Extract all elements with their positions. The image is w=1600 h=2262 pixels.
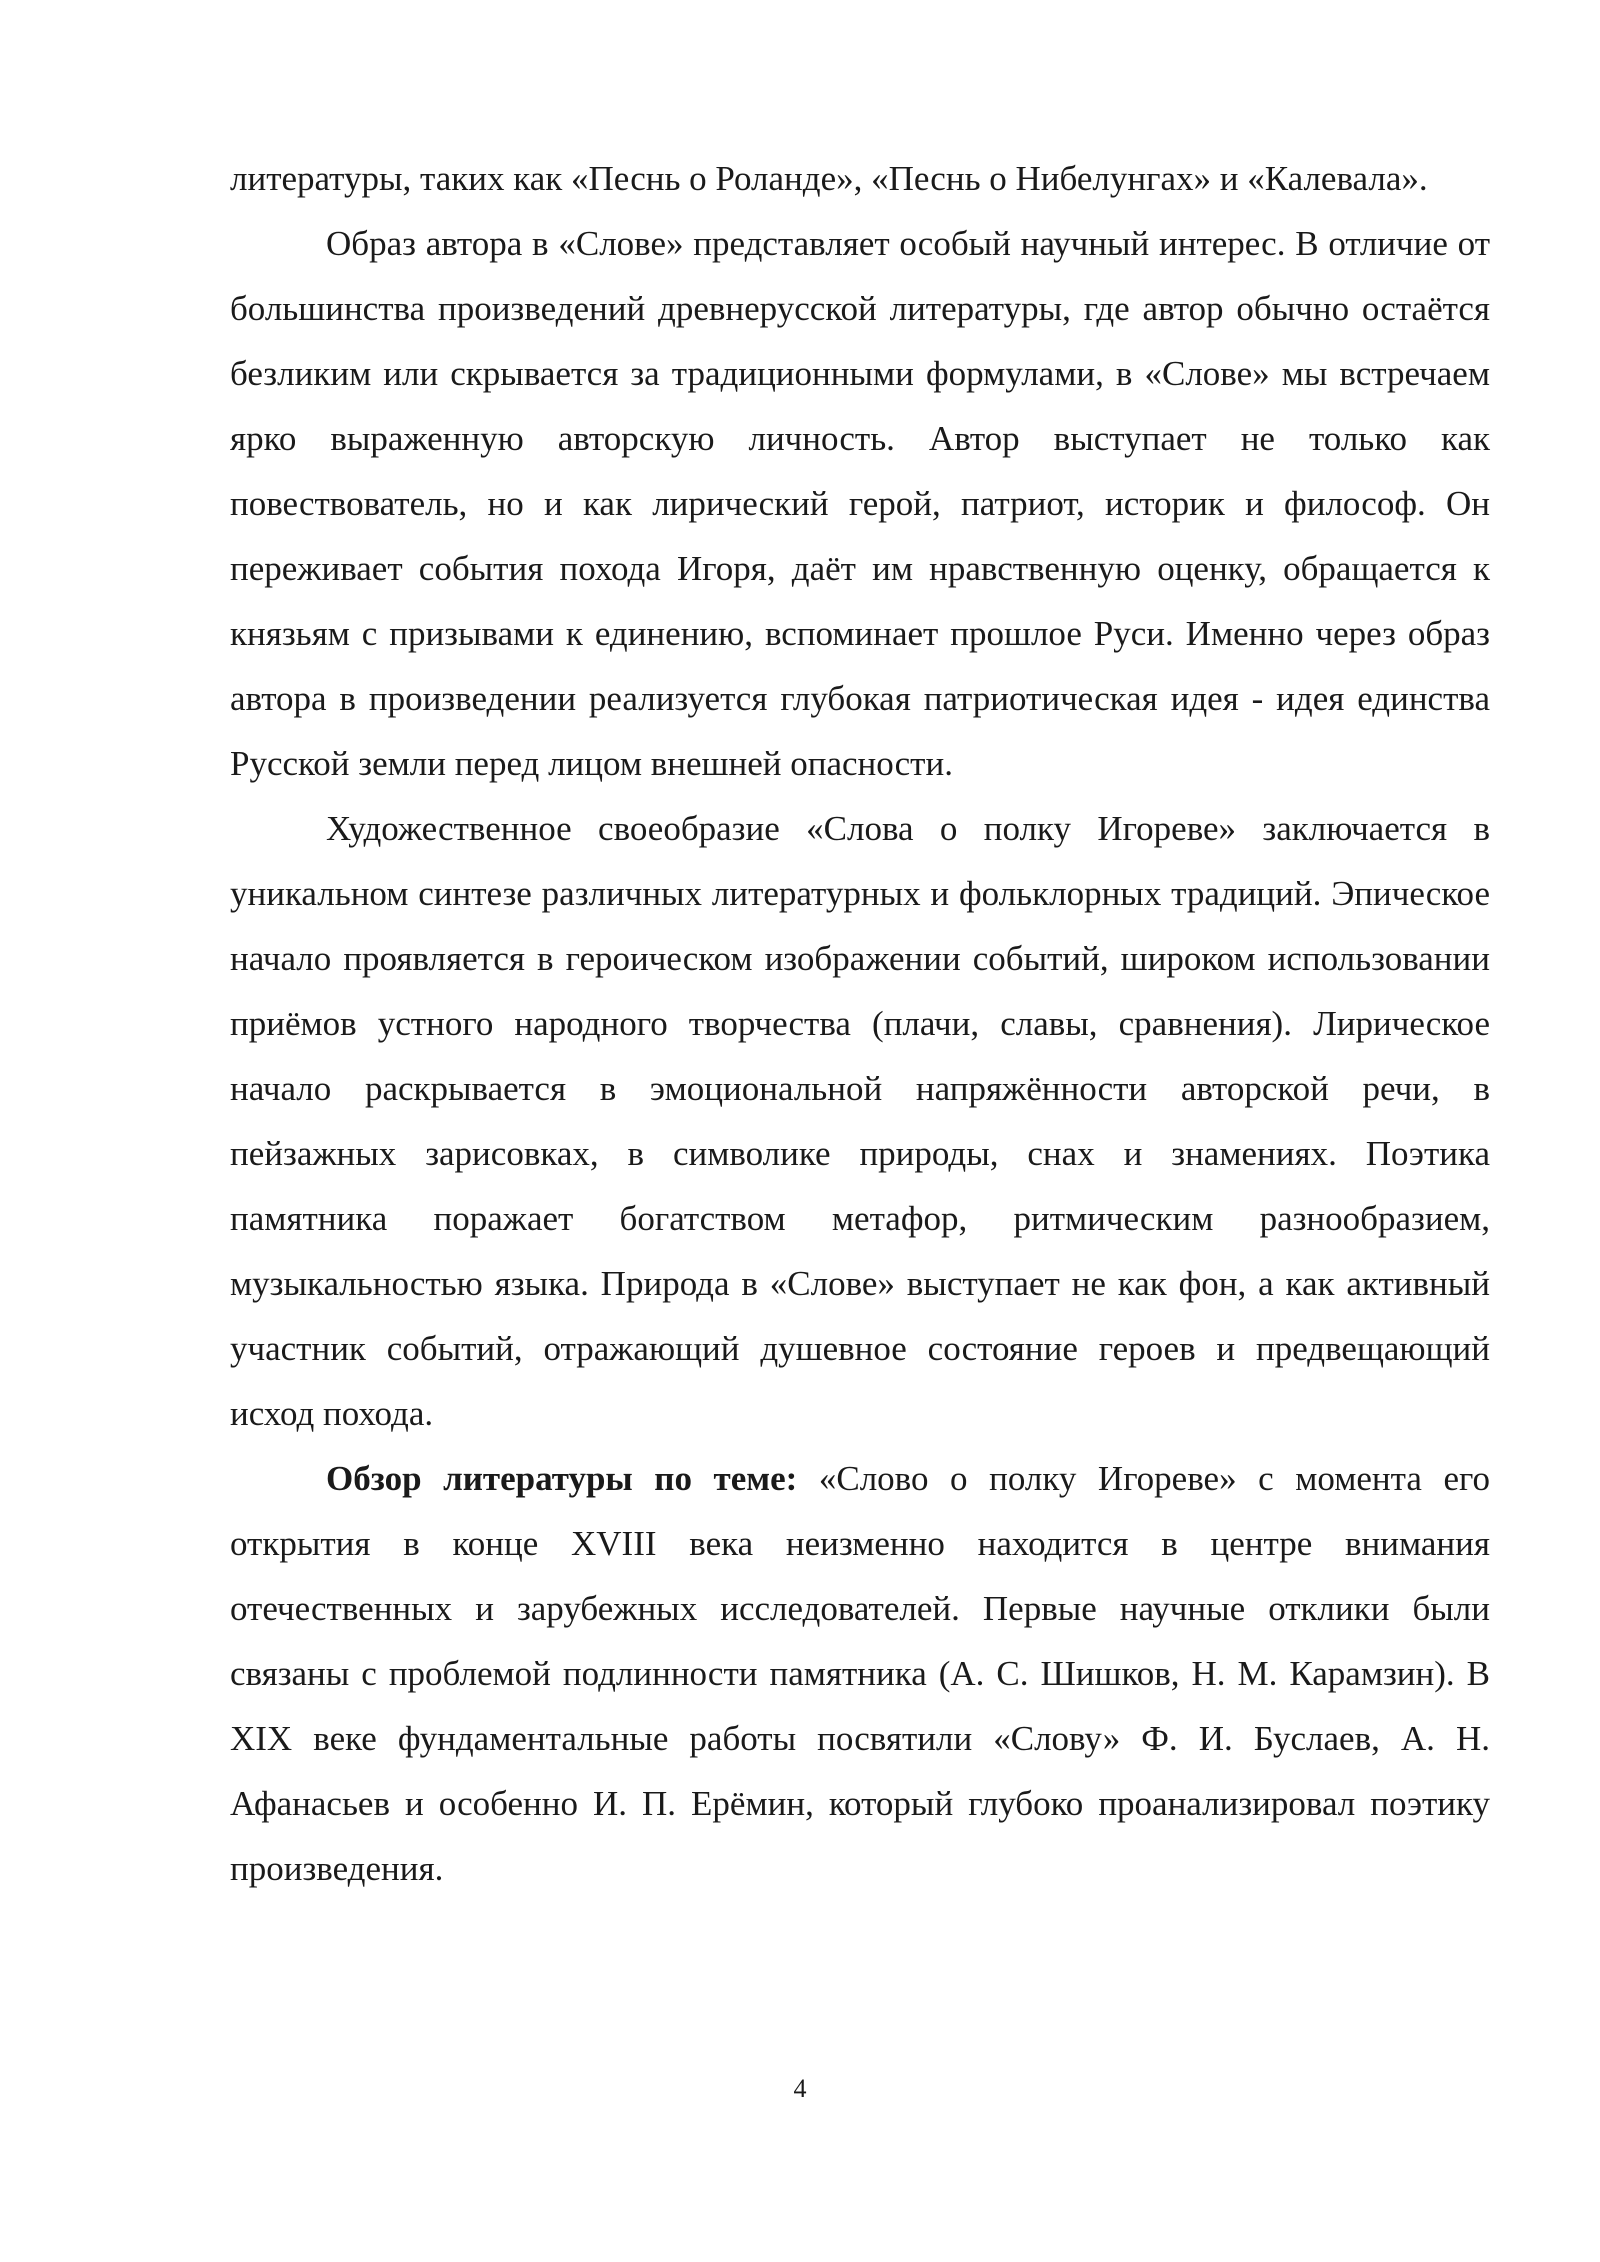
paragraph-1-text: литературы, таких как «Песнь о Роланде», «Песнь о Нибелунгах» и «Калевала».	[230, 159, 1428, 198]
paragraph-3-text: Художественное своеобразие «Слова о полку Игореве» заключается в уникальном синтезе различных литературных и фольклорных традиций. Эпическое начало проявляется в героическом изображении событий, широком использовании приёмов устного народного творчества (плачи, славы, сравнения). Лирическое начало раскрывается в эмоциональной напряжённости авторской речи, в пейзажных зарисовках, в символике природы, снах и знамениях. Поэтика памятника поражает богатством метафор, ритмическим разнообразием, музыкальностью языка. Природа в «Слове» выступает не как фон, а как активный участник событий, отражающий душевное состояние героев и предвещающий исход похода.	[230, 809, 1490, 1433]
paragraph-4-text: «Слово о полку Игореве» с момента его открытия в конце XVIII века неизменно находится в центре внимания отечественных и зарубежных исследователей. Первые научные отклики были связаны с проблемой подлинности памятника (А. С. Шишков, Н. М. Карамзин). В XIX веке фундаментальные работы посвятили «Слову» Ф. И. Буслаев, А. Н. Афанасьев и особенно И. П. Ерёмин, который глубоко проанализировал поэтику произведения.	[230, 1459, 1490, 1888]
paragraph-1	[230, 146, 1490, 211]
paragraph-2-text: Образ автора в «Слове» представляет особый научный интерес. В отличие от большинства произведений древнерусской литературы, где автор обычно остаётся безликим или скрывается за традиционными формулами, в «Слове» мы встречаем ярко выраженную авторскую личность. Автор выступает не только как повествователь, но и как лирический герой, патриот, историк и философ. Он переживает события похода Игоря, даёт им нравственную оценку, обращается к князьям с призывами к единению, вспоминает прошлое Руси. Именно через образ автора в произведении реализуется глубокая патриотическая идея - идея единства Русской земли перед лицом внешней опасности.	[230, 224, 1490, 783]
page-number: 4	[793, 2074, 807, 2103]
paragraph-4-heading: Обзор литературы по теме:	[326, 1459, 798, 1498]
paragraph-2	[230, 211, 1490, 796]
document-body	[230, 146, 1490, 1901]
paragraph-4	[230, 1446, 1490, 1901]
paragraph-3	[230, 796, 1490, 1446]
